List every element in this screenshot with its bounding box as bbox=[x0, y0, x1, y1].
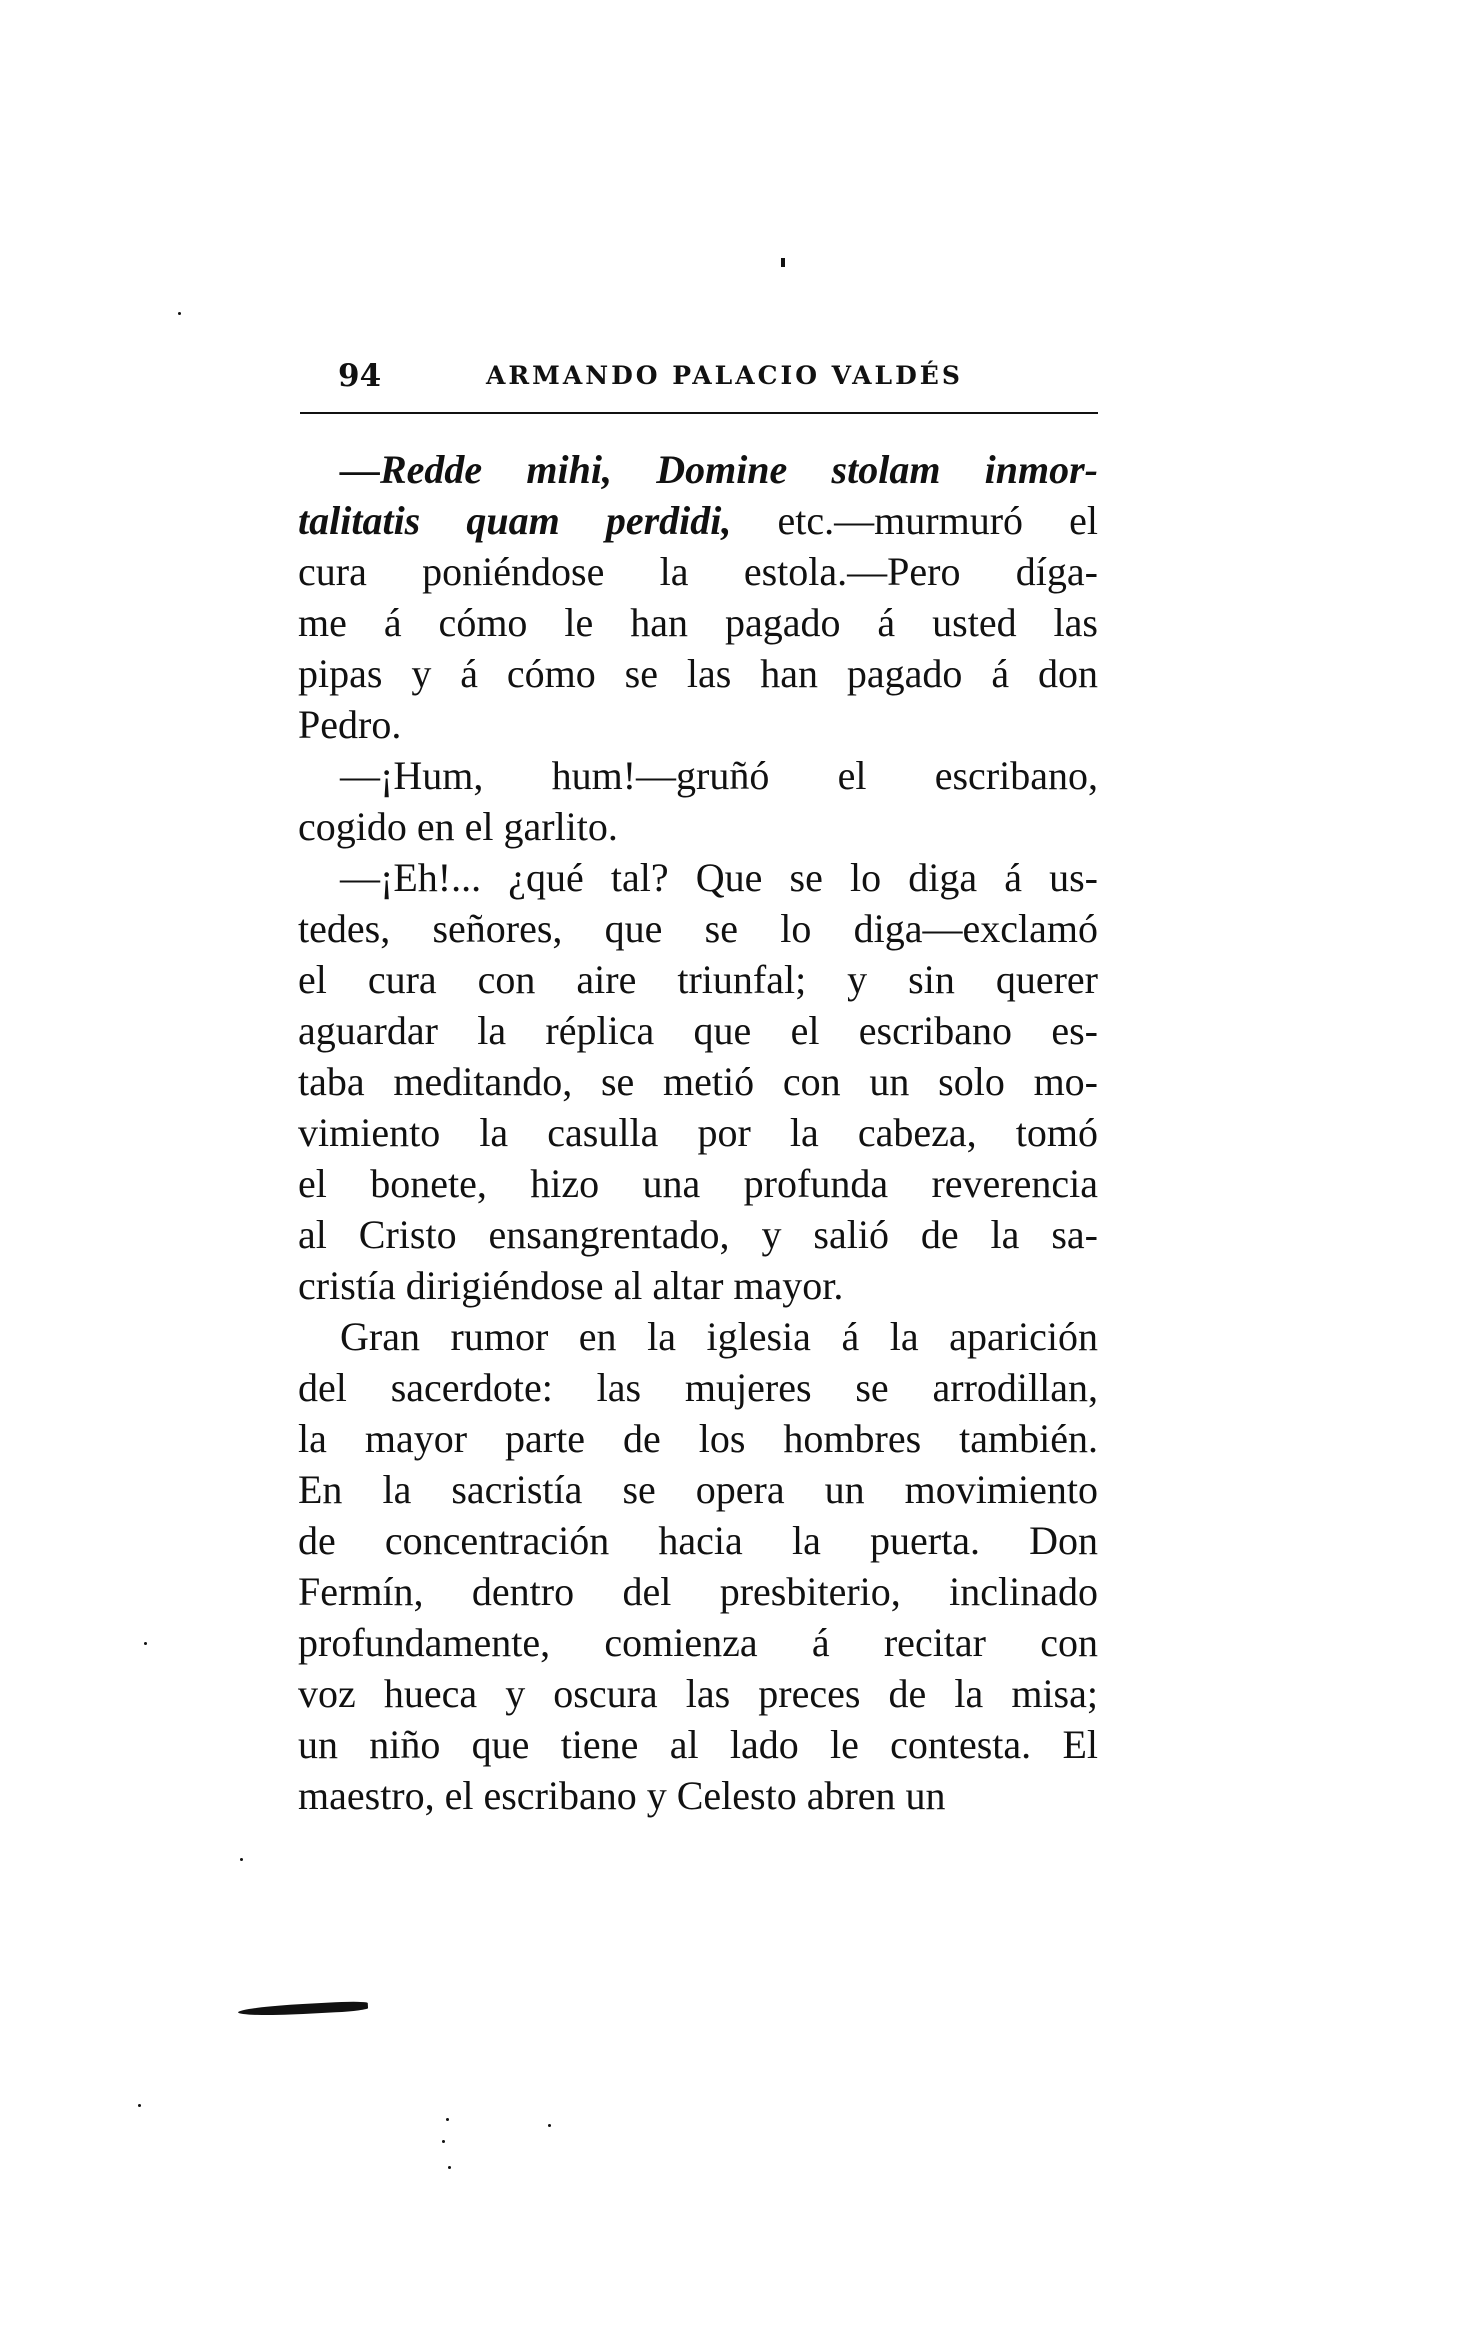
text-line bbox=[298, 1158, 1098, 1209]
text-line bbox=[298, 1464, 1098, 1515]
speck bbox=[178, 312, 181, 315]
tick-mark bbox=[781, 258, 785, 267]
speck bbox=[138, 2104, 141, 2107]
text-line bbox=[298, 1515, 1098, 1566]
line-text: al Cristo ensangrentado, y salió de la sa- bbox=[298, 1212, 1098, 1257]
text-line bbox=[298, 903, 1098, 954]
latin-phrase: talitatis quam perdidi, bbox=[298, 498, 732, 543]
text-line bbox=[298, 597, 1098, 648]
line-text: cogido en el garlito. bbox=[298, 804, 618, 849]
line-text: cristía dirigiéndose al altar mayor. bbox=[298, 1263, 844, 1308]
line-text: profundamente, comienza á recitar con bbox=[298, 1620, 1098, 1665]
text-line bbox=[298, 1362, 1098, 1413]
line-text: Fermín, dentro del presbiterio, inclinado bbox=[298, 1569, 1098, 1614]
speck bbox=[240, 1858, 243, 1861]
line-text: taba meditando, se metió con un solo mo- bbox=[298, 1059, 1098, 1104]
line-text: de concentración hacia la puerta. Don bbox=[298, 1518, 1098, 1563]
body-text bbox=[298, 444, 1098, 1821]
text-line bbox=[298, 1107, 1098, 1158]
line-text: tedes, señores, que se lo diga—exclamó bbox=[298, 906, 1098, 951]
speck bbox=[448, 2166, 451, 2169]
text-line bbox=[298, 801, 1098, 852]
line-text: —¡Eh!... ¿qué tal? Que se lo diga á us- bbox=[340, 855, 1098, 900]
text-line bbox=[298, 1770, 1098, 1821]
text-line bbox=[298, 648, 1098, 699]
speck bbox=[442, 2140, 445, 2143]
line-text: pipas y á cómo se las han pagado á don bbox=[298, 651, 1098, 696]
line-text: vimiento la casulla por la cabeza, tomó bbox=[298, 1110, 1098, 1155]
page-header bbox=[338, 356, 1098, 396]
text-line bbox=[298, 495, 1098, 546]
text-line bbox=[298, 852, 1098, 903]
text-line bbox=[298, 1260, 1098, 1311]
text-line bbox=[298, 1005, 1098, 1056]
line-text: —¡Hum, hum!—gruñó el escribano, bbox=[340, 753, 1098, 798]
text-line bbox=[298, 1056, 1098, 1107]
text-line bbox=[298, 699, 1098, 750]
text-line bbox=[298, 1668, 1098, 1719]
line-text: Pedro. bbox=[298, 702, 402, 747]
text-line bbox=[298, 1209, 1098, 1260]
text-line bbox=[298, 1566, 1098, 1617]
running-head: ARMANDO PALACIO VALDÉS bbox=[486, 361, 963, 390]
text-line bbox=[298, 954, 1098, 1005]
page-number: 94 bbox=[338, 358, 382, 394]
text-line bbox=[298, 750, 1098, 801]
line-text: el bonete, hizo una profunda reverencia bbox=[298, 1161, 1098, 1206]
text-line bbox=[298, 444, 1098, 495]
text-line bbox=[298, 1617, 1098, 1668]
line-text: cura poniéndose la estola.—Pero díga- bbox=[298, 549, 1098, 594]
latin-phrase: —Redde mihi, Domine stolam inmor- bbox=[340, 447, 1098, 492]
line-text: voz hueca y oscura las preces de la misa; bbox=[298, 1671, 1098, 1716]
line-text: del sacerdote: las mujeres se arrodillan, bbox=[298, 1365, 1098, 1410]
speck bbox=[548, 2124, 551, 2127]
header-rule bbox=[300, 412, 1098, 414]
text-line bbox=[298, 1311, 1098, 1362]
speck bbox=[446, 2118, 449, 2121]
line-text: la mayor parte de los hombres también. bbox=[298, 1416, 1098, 1461]
line-text: etc.—murmuró el bbox=[731, 498, 1099, 543]
line-text: un niño que tiene al lado le contesta. El bbox=[298, 1722, 1098, 1767]
line-text: me á cómo le han pagado á usted las bbox=[298, 600, 1098, 645]
line-text: maestro, el escribano y Celesto abren un bbox=[298, 1773, 946, 1818]
line-text: En la sacristía se opera un movimiento bbox=[298, 1467, 1098, 1512]
line-text: el cura con aire triunfal; y sin querer bbox=[298, 957, 1098, 1002]
text-line bbox=[298, 546, 1098, 597]
text-line bbox=[298, 1413, 1098, 1464]
text-line bbox=[298, 1719, 1098, 1770]
ink-smudge bbox=[238, 2001, 368, 2018]
line-text: aguardar la réplica que el escribano es- bbox=[298, 1008, 1098, 1053]
speck bbox=[144, 1642, 147, 1645]
line-text: Gran rumor en la iglesia á la aparición bbox=[340, 1314, 1098, 1359]
